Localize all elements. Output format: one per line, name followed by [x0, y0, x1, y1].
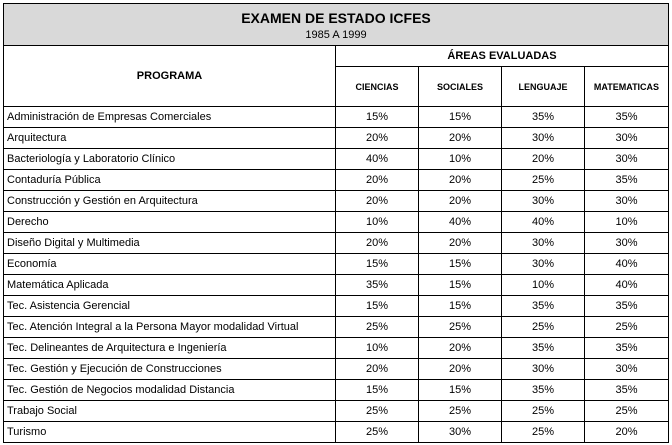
programa-cell: Tec. Delineantes de Arquitectura e Ingeniería: [4, 338, 336, 359]
lenguaje-cell: 10%: [502, 275, 585, 296]
programa-cell: Trabajo Social: [4, 401, 336, 422]
programa-cell: Tec. Gestión y Ejecución de Construcciones: [4, 359, 336, 380]
table-subtitle: 1985 A 1999: [305, 29, 367, 41]
sociales-cell: 25%: [419, 317, 502, 338]
ciencias-cell: 20%: [336, 170, 419, 191]
sociales-cell: 20%: [419, 233, 502, 254]
programa-cell: Matemática Aplicada: [4, 275, 336, 296]
sociales-cell: 10%: [419, 149, 502, 170]
ciencias-cell: 25%: [336, 317, 419, 338]
table-row: [4, 359, 669, 380]
table-row: [4, 275, 669, 296]
areas-evaluadas-header: ÁREAS EVALUADAS: [336, 46, 669, 67]
programa-cell: Contaduría Pública: [4, 170, 336, 191]
lenguaje-cell: 30%: [502, 128, 585, 149]
matematicas-cell: 30%: [585, 233, 669, 254]
matematicas-cell: 35%: [585, 338, 669, 359]
column-header-lenguaje: LENGUAJE: [502, 67, 585, 107]
matematicas-cell: 35%: [585, 170, 669, 191]
ciencias-cell: 20%: [336, 191, 419, 212]
lenguaje-cell: 30%: [502, 254, 585, 275]
lenguaje-cell: 35%: [502, 107, 585, 128]
programa-cell: Arquitectura: [4, 128, 336, 149]
lenguaje-cell: 25%: [502, 317, 585, 338]
ciencias-cell: 40%: [336, 149, 419, 170]
lenguaje-cell: 25%: [502, 401, 585, 422]
programa-cell: Administración de Empresas Comerciales: [4, 107, 336, 128]
ciencias-cell: 15%: [336, 107, 419, 128]
ciencias-cell: 20%: [336, 128, 419, 149]
lenguaje-cell: 25%: [502, 422, 585, 443]
matematicas-cell: 35%: [585, 380, 669, 401]
sociales-cell: 15%: [419, 296, 502, 317]
icfes-table-container: [3, 3, 668, 443]
ciencias-cell: 20%: [336, 233, 419, 254]
sociales-cell: 15%: [419, 254, 502, 275]
column-header-matematicas: MATEMATICAS: [585, 67, 669, 107]
table-row: [4, 317, 669, 338]
table-row: [4, 296, 669, 317]
programa-cell: Economía: [4, 254, 336, 275]
table-body: [4, 107, 669, 443]
table-row: [4, 254, 669, 275]
column-header-sociales: SOCIALES: [419, 67, 502, 107]
table-row: [4, 170, 669, 191]
lenguaje-cell: 35%: [502, 380, 585, 401]
lenguaje-cell: 40%: [502, 212, 585, 233]
sociales-cell: 30%: [419, 422, 502, 443]
matematicas-cell: 30%: [585, 359, 669, 380]
table-row: [4, 401, 669, 422]
programa-cell: Diseño Digital y Multimedia: [4, 233, 336, 254]
ciencias-cell: 15%: [336, 380, 419, 401]
programa-cell: Construcción y Gestión en Arquitectura: [4, 191, 336, 212]
programa-cell: Bacteriología y Laboratorio Clínico: [4, 149, 336, 170]
lenguaje-cell: 20%: [502, 149, 585, 170]
table-row: [4, 422, 669, 443]
sociales-cell: 20%: [419, 128, 502, 149]
ciencias-cell: 15%: [336, 296, 419, 317]
programa-cell: Derecho: [4, 212, 336, 233]
column-header-ciencias: CIENCIAS: [336, 67, 419, 107]
lenguaje-cell: 30%: [502, 359, 585, 380]
lenguaje-cell: 25%: [502, 170, 585, 191]
table-title: EXAMEN DE ESTADO ICFES: [241, 10, 431, 26]
table-row: [4, 338, 669, 359]
ciencias-cell: 25%: [336, 401, 419, 422]
sociales-cell: 15%: [419, 107, 502, 128]
table-row: [4, 128, 669, 149]
sociales-cell: 15%: [419, 275, 502, 296]
ciencias-cell: 15%: [336, 254, 419, 275]
table-row: [4, 212, 669, 233]
programa-cell: Tec. Gestión de Negocios modalidad Distancia: [4, 380, 336, 401]
matematicas-cell: 30%: [585, 191, 669, 212]
lenguaje-cell: 30%: [502, 233, 585, 254]
icfes-areas-table: [3, 3, 669, 443]
matematicas-cell: 10%: [585, 212, 669, 233]
ciencias-cell: 35%: [336, 275, 419, 296]
table-row: [4, 191, 669, 212]
table-row: [4, 233, 669, 254]
sociales-cell: 20%: [419, 191, 502, 212]
programa-header: PROGRAMA: [4, 46, 336, 107]
ciencias-cell: 10%: [336, 212, 419, 233]
table-row: [4, 149, 669, 170]
matematicas-cell: 20%: [585, 422, 669, 443]
sociales-cell: 40%: [419, 212, 502, 233]
matematicas-cell: 35%: [585, 296, 669, 317]
sociales-cell: 20%: [419, 338, 502, 359]
table-title-cell: [4, 4, 669, 46]
ciencias-cell: 25%: [336, 422, 419, 443]
lenguaje-cell: 35%: [502, 296, 585, 317]
programa-cell: Tec. Asistencia Gerencial: [4, 296, 336, 317]
sociales-cell: 20%: [419, 170, 502, 191]
matematicas-cell: 40%: [585, 275, 669, 296]
matematicas-cell: 25%: [585, 401, 669, 422]
sociales-cell: 15%: [419, 380, 502, 401]
matematicas-cell: 30%: [585, 128, 669, 149]
table-row: [4, 380, 669, 401]
programa-cell: Tec. Atención Integral a la Persona Mayor modalidad Virtual: [4, 317, 336, 338]
matematicas-cell: 40%: [585, 254, 669, 275]
sociales-cell: 25%: [419, 401, 502, 422]
matematicas-cell: 25%: [585, 317, 669, 338]
sociales-cell: 20%: [419, 359, 502, 380]
lenguaje-cell: 30%: [502, 191, 585, 212]
table-row: [4, 107, 669, 128]
ciencias-cell: 20%: [336, 359, 419, 380]
lenguaje-cell: 35%: [502, 338, 585, 359]
matematicas-cell: 35%: [585, 107, 669, 128]
ciencias-cell: 10%: [336, 338, 419, 359]
programa-cell: Turismo: [4, 422, 336, 443]
matematicas-cell: 30%: [585, 149, 669, 170]
